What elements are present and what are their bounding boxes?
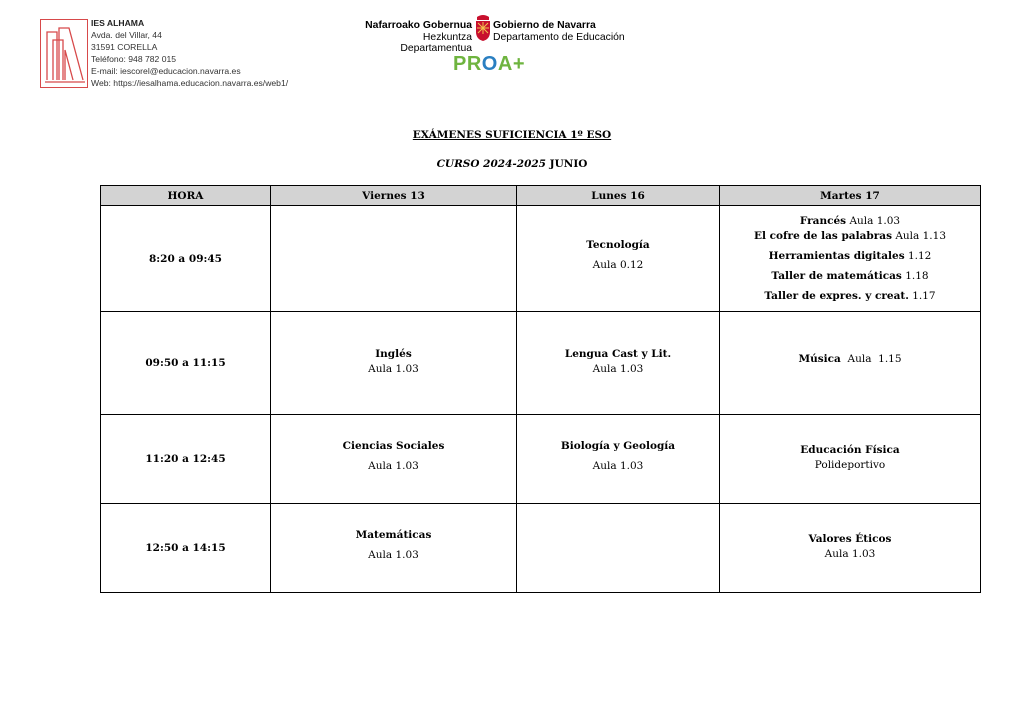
viernes-cell	[271, 206, 517, 312]
gov-basque-text	[354, 20, 472, 55]
martes-cell	[720, 206, 981, 312]
room-name: Aula 1.03	[368, 362, 419, 375]
room-name: 1.17	[912, 290, 936, 302]
column-header-hora: HORA	[101, 186, 271, 206]
subject-name: Valores Éticos	[808, 532, 892, 545]
document-title: EXÁMENES SUFICIENCIA 1º ESO	[412, 129, 612, 141]
room-name: Aula 1.15	[847, 353, 902, 365]
room-name: Aula 1.03	[849, 215, 901, 227]
subject-name: Taller de matemáticas	[771, 270, 902, 282]
list-item	[720, 288, 980, 304]
viernes-cell	[271, 415, 517, 504]
list-item	[720, 228, 980, 244]
gov-basque-line2: Hezkuntza Departamentua	[400, 31, 472, 54]
list-item	[720, 268, 980, 284]
school-logo-icon	[41, 20, 87, 87]
proa-plus-logo: PROA+	[453, 53, 525, 75]
table-row	[101, 504, 981, 593]
subject-name: Matemáticas	[355, 529, 432, 541]
school-web: Web: https://iesalhama.educacion.navarra.es/web1/	[91, 78, 289, 89]
table-header-row	[101, 186, 981, 206]
school-email: E-mail: iescorel@educacion.navarra.es	[91, 66, 241, 77]
hour-cell	[101, 415, 271, 504]
room-name: 1.12	[907, 250, 932, 262]
gov-basque-line1: Nafarroako Gobernua	[365, 20, 472, 31]
room-name: Aula 1.03	[368, 549, 419, 561]
hour-cell	[101, 312, 271, 415]
school-logo	[40, 19, 88, 88]
viernes-cell	[271, 504, 517, 593]
table-row	[101, 312, 981, 415]
school-name: IES ALHAMA	[91, 18, 145, 28]
lunes-cell	[517, 206, 720, 312]
room-name: Polideportivo	[814, 458, 886, 471]
hour-cell	[101, 206, 271, 312]
column-header-viernes: Viernes 13	[271, 186, 517, 206]
subject-name: Francés	[799, 215, 847, 227]
subject-name: Tecnología	[586, 238, 650, 251]
martes-cell	[720, 312, 981, 415]
martes-cell	[720, 504, 981, 593]
school-phone: Teléfono: 948 782 015	[91, 54, 177, 65]
subject-name: Biología y Geología	[560, 440, 676, 452]
hour-label: 12:50 a 14:15	[145, 542, 226, 554]
course-month: JUNIO	[546, 158, 588, 170]
subject-name: Educación Física	[800, 443, 900, 456]
room-name: Aula 0.12	[592, 258, 644, 271]
school-info	[91, 17, 288, 90]
gov-spanish-line2: Departamento de Educación	[493, 31, 625, 43]
room-name: Aula 1.13	[895, 230, 947, 242]
lunes-cell	[517, 312, 720, 415]
room-name: 1.18	[905, 270, 929, 282]
gov-spanish-text	[493, 20, 628, 43]
column-header-martes: Martes 17	[720, 186, 981, 206]
hour-cell	[101, 504, 271, 593]
lunes-cell	[517, 415, 720, 504]
subject-name: Taller de expres. y creat.	[764, 290, 909, 302]
list-item	[720, 213, 980, 229]
school-address: Avda. del Villar, 44	[91, 30, 162, 41]
course-subtitle	[0, 158, 1024, 170]
subject-name: Lengua Cast y Lit.	[564, 347, 672, 360]
subject-name: El cofre de las palabras	[753, 230, 892, 242]
hour-label: 11:20 a 12:45	[145, 453, 226, 465]
room-name: Aula 1.03	[592, 362, 644, 375]
gov-spanish-line1: Gobierno de Navarra	[493, 20, 596, 31]
subject-name: Música	[798, 353, 841, 365]
subject-name: Herramientas digitales	[768, 250, 905, 262]
exam-schedule-table	[100, 185, 981, 593]
hour-label: 09:50 a 11:15	[145, 357, 226, 369]
viernes-cell	[271, 312, 517, 415]
room-name: Aula 1.03	[592, 460, 644, 472]
table-row	[101, 415, 981, 504]
course-year: CURSO 2024-2025	[436, 158, 546, 170]
subject-name: Inglés	[375, 347, 412, 360]
hour-label: 8:20 a 09:45	[148, 252, 222, 265]
column-header-lunes: Lunes 16	[517, 186, 720, 206]
subject-name: Ciencias Sociales	[342, 440, 445, 452]
cell-line	[798, 353, 901, 365]
lunes-cell	[517, 504, 720, 593]
school-city: 31591 CORELLA	[91, 42, 158, 53]
navarra-coat-of-arms-icon	[474, 14, 492, 42]
table-row	[101, 206, 981, 312]
list-item	[720, 248, 980, 264]
room-name: Aula 1.03	[824, 547, 876, 560]
martes-cell	[720, 415, 981, 504]
room-name: Aula 1.03	[368, 460, 419, 472]
